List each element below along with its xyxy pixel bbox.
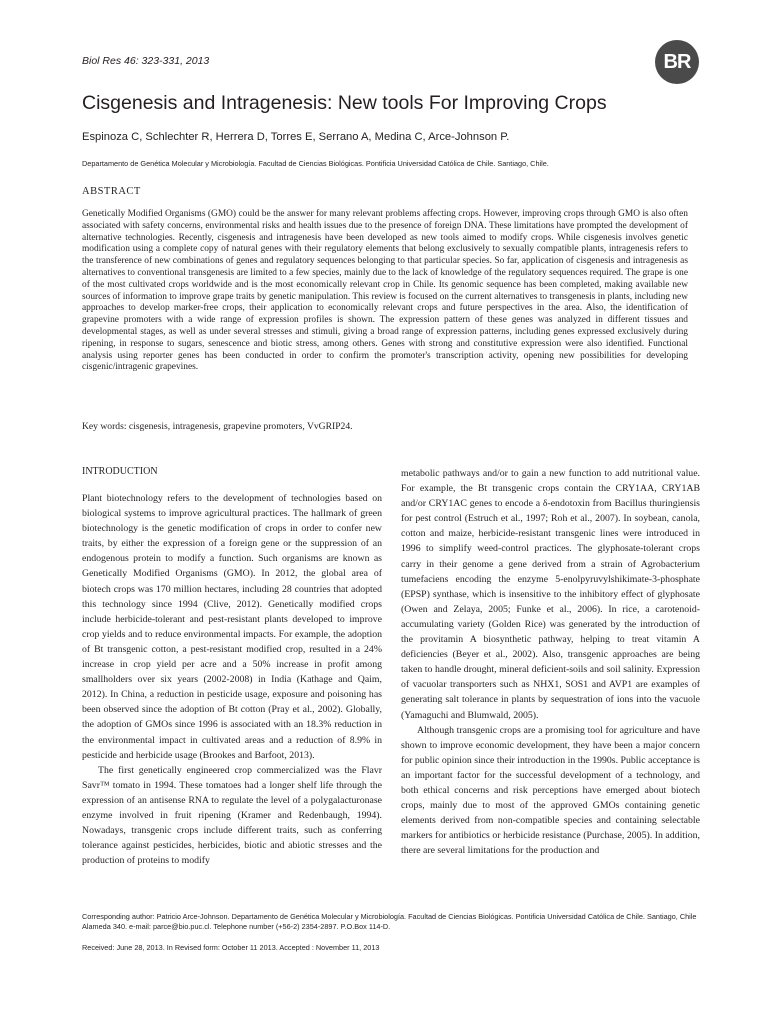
introduction-heading: INTRODUCTION bbox=[82, 466, 158, 477]
left-column bbox=[82, 491, 382, 868]
paper-title: Cisgenesis and Intragenesis: New tools For Improving Crops bbox=[82, 92, 607, 114]
received-dates: Received: June 28, 2013. In Revised form: October 11 2013. Accepted : November 11, 2013 bbox=[82, 943, 380, 952]
keywords: Key words: cisgenesis, intragenesis, grapevine promoters, VvGRIP24. bbox=[82, 421, 353, 432]
body-paragraph: metabolic pathways and/or to gain a new function to add nutritional value. For example, the Bt transgenic crops contain the CRY1AA, CRY1AB and/or CRY1AC genes to encode a δ-endotoxin from Bacillus thuringiensis for pest control (Estruch et al., 1997; Roh et al., 2007). In soybean, canola, cotton and maize, herbicide-resistant transgenic lines were introduced in 1996 to simplify weed-control practices. The glyphosate-tolerant crops carry in their genome a gene derived from a strain of Agrobacterium tumefaciens encoding the enzyme 5-enolpyruvylshikimate-3-phosphate (EPSP) synthase, which is insensitive to the inhibitory effect of glyphosate (Owen and Zelaya, 2005; Funke et al., 2006). In rice, a carotenoid-accumulating variety (Golden Rice) was generated by the introduction of the provitamin A biosynthetic pathway, helping to treat vitamin A deficiencies (Beyer et al., 2002). Also, transgenic approaches are being taken to handle drought, mineral deficient-soils and soil salinity. Expression of vacuolar transporters such as NHX1, SOS1 and AVP1 are examples of generating salt tolerance in plants by sequestration of ions into the vacuole (Yamaguchi and Blumwald, 2005). bbox=[401, 468, 700, 721]
author-list: Espinoza C, Schlechter R, Herrera D, Torres E, Serrano A, Medina C, Arce-Johnson P. bbox=[82, 131, 510, 143]
journal-citation: Biol Res 46: 323-331, 2013 bbox=[82, 55, 210, 67]
journal-logo: BR bbox=[655, 40, 699, 84]
corresponding-author-note: Corresponding author: Patricio Arce-Johnson. Departamento de Genética Molecular y Microbiología. Facultad de Ciencias Biológicas. Pontificia Universidad Católica de Chile. Santiago, Chile Alameda 340. e-mail: parce@bio.puc.cl. Telephone number (+56-2) 2354-2897. P.O.Box 114-D. bbox=[82, 912, 697, 931]
affiliation: Departamento de Genética Molecular y Microbiología. Facultad de Ciencias Biológicas. Pontificia Universidad Católica de Chile. Santiago, Chile. bbox=[82, 159, 549, 168]
body-paragraph: The first genetically engineered crop commercialized was the Flavr Savr™ tomato in 1994. These tomatoes had a longer shelf life through the expression of an antisense RNA to regulate the level of a polygalacturonase enzyme involved in fruit ripening (Kramer and Redenbaugh, 1994). Nowadays, transgenic crops include different traits, such as conferring tolerance against pesticides, herbicides, biotic and abiotic stresses and the production of proteins to modify bbox=[82, 764, 382, 867]
body-paragraph: Plant biotechnology refers to the development of technologies based on biological systems to improve agricultural practices. The hallmark of green biotechnology is the genetic modification of crops in order to confer new traits, by either the expression of a foreign gene or the suppression of an endogenous protein to modify a function. Such organisms are known as Genetically Modified Organisms (GMO). In 2012, the global area of biotech crops was 170 million hectares, including 28 countries that adopted this technology since 1994 (Clive, 2012). Genetically modified crops include herbicide-tolerant and pest-resistant plants developed to improve crop yields and to reduce environmental impacts. For example, the adoption of Bt transgenic cotton, a pest-resistant modified crop, resulted in a 24% increase in crop yield per acre and a 50% increase in profit among smallholders over six years (2002-2008) in India (Kathage and Qaim, 2012). In China, a reduction in pesticide usage, exposure and poisoning has been observed since the adoption of Bt cotton (Pray et al., 2002). Globally, the adoption of GMOs since 1996 is associated with an 18.3% reduction in the environmental impact in cultivated areas and a reduction of 8.9% in pesticide and herbicide usage (Brookes and Barfoot, 2013). bbox=[82, 493, 382, 761]
right-column bbox=[401, 466, 700, 858]
abstract-text: Genetically Modified Organisms (GMO) could be the answer for many relevant problems affecting crops. However, improving crops through GMO is also often associated with safety concerns, environmental risks and health issues due to the presence of foreign DNA. These limitations have prompted the development of alternative technologies. Recently, cisgenesis and intragenesis have been developed as new tools aimed to modify crops. While cisgenesis involves genetic modification using a complete copy of natural genes with their regulatory elements that belong exclusively to sexually compatible plants, intragenesis refers to the transference of new combinations of genes and regulatory sequences belonging to that particular species. So far, application of cisgenesis and intragenesis as alternatives to conventional transgenesis are limited to a few species, mainly due to the lack of knowledge of the regulatory sequences required. The grape is one of the most cultivated crops worldwide and is the most economically relevant crop in Chile. Its genomic sequence has been completed, making available new sources of information to improve grape traits by genetic manipulation. This review is focused on the current alternatives to transgenesis in plants, including new approaches to develop marker-free crops, their application to economically relevant crops and future perspectives in the area. Also, the identification of grapevine promoters with a wide range of expression profiles is shown. The expression pattern of these genes was analyzed in different tissues and developmental stages, as well as under several stresses and stimuli, giving a broad range of expression patterns, including genes expressed exclusively during ripening, in response to sugars, senescence and biotic stress, among others. Genes with strong and constitutive expression were also identified. Functional analysis using reporter genes has been conducted in order to confirm the promoter's transcription activity, opening new possibilities for developing cisgenic/intragenic grapevines. bbox=[82, 209, 688, 373]
abstract-heading: ABSTRACT bbox=[82, 186, 141, 197]
body-paragraph: Although transgenic crops are a promising tool for agriculture and have shown to improve economic development, they have been a major concern for public opinion since their introduction in the 1990s. Public acceptance is an important factor for the successful development of a technology, and both ethical concerns and risk perceptions have emerged about biotech crops, mainly due to most of the approved GMOs containing genetic elements derived from non-compatible species and containing selectable markers for antibiotics or herbicide resistance (Purchase, 2005). In addition, there are several limitations for the production and bbox=[401, 724, 700, 857]
